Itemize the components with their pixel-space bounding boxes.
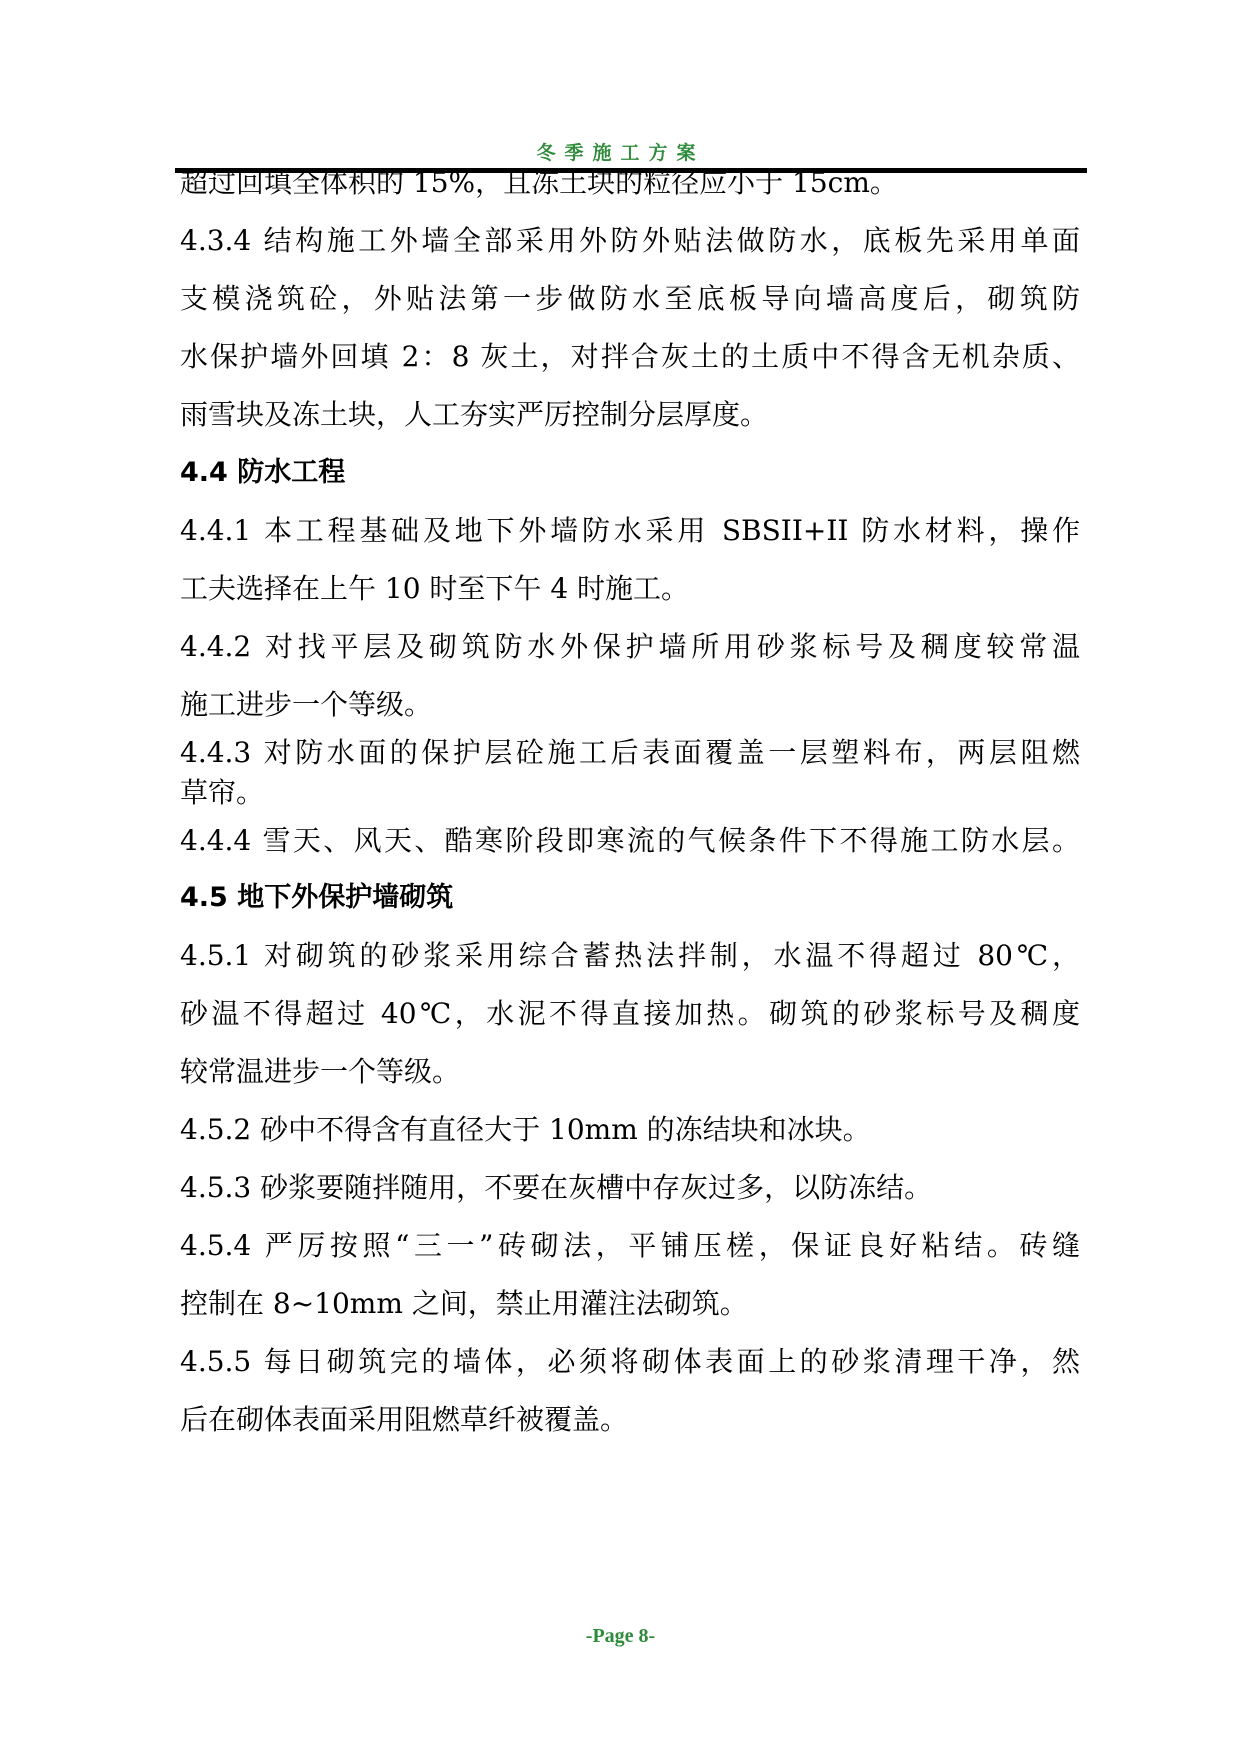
paragraph-line: 超过回填全体积的 15%，且冻土块的粒径应小于 15cm。 (180, 166, 898, 199)
paragraph-line: 支模浇筑砼，外贴法第一步做防水至底板导向墙高度后，砌筑防 (180, 282, 1080, 315)
paragraph-line: 砂温不得超过 40℃，水泥不得直接加热。砌筑的砂浆标号及稠度 (180, 997, 1080, 1030)
paragraph-line: 工夫选择在上午 10 时至下午 4 时施工。 (180, 572, 690, 605)
paragraph-line: 4.5.2 砂中不得含有直径大于 10mm 的冻结块和冰块。 (180, 1113, 871, 1146)
paragraph-line: 4.3.4 结构施工外墙全部采用外防外贴法做防水，底板先采用单面 (180, 224, 1080, 257)
paragraph-line: 4.4.2 对找平层及砌筑防水外保护墙所用砂浆标号及稠度较常温 (180, 630, 1080, 663)
paragraph-line: 4.4.3 对防水面的保护层砼施工后表面覆盖一层塑料布，两层阻燃 (180, 736, 1080, 769)
paragraph-line: 4.5.3 砂浆要随拌随用，不要在灰槽中存灰过多，以防冻结。 (180, 1171, 933, 1204)
paragraph-line: 4.5.5 每日砌筑完的墙体，必须将砌体表面上的砂浆清理干净，然 (180, 1345, 1080, 1378)
paragraph-line: 4.5.4 严厉按照“三一”砖砌法，平铺压槎，保证良好粘结。砖缝 (180, 1229, 1080, 1262)
paragraph-line: 施工进步一个等级。 (180, 688, 433, 721)
paragraph-line: 较常温进步一个等级。 (180, 1055, 461, 1088)
paragraph-line: 后在砌体表面采用阻燃草纤被覆盖。 (180, 1403, 629, 1436)
section-heading-4-4: 4.4 防水工程 (180, 457, 346, 488)
paragraph-line: 4.4.1 本工程基础及地下外墙防水采用 SBSII+II 防水材料，操作 (180, 514, 1080, 547)
paragraph-line: 雨雪块及冻土块，人工夯实严厉控制分层厚度。 (180, 398, 769, 431)
paragraph-line: 4.5.1 对砌筑的砂浆采用综合蓄热法拌制，水温不得超过 80℃， (180, 939, 1080, 972)
page-header-title: 冬季施工方案 (536, 142, 705, 164)
section-heading-4-5: 4.5 地下外保护墙砌筑 (180, 882, 454, 913)
paragraph-line: 4.4.4 雪天、风天、酷寒阶段即寒流的气候条件下不得施工防水层。 (180, 824, 1080, 857)
paragraph-line: 草帘。 (180, 776, 265, 809)
page-number: -Page 8- (585, 1625, 656, 1647)
paragraph-line: 水保护墙外回填 2：8 灰土，对拌合灰土的土质中不得含无机杂质、 (180, 340, 1080, 373)
paragraph-line: 控制在 8~10mm 之间，禁止用灌注法砌筑。 (180, 1287, 748, 1320)
